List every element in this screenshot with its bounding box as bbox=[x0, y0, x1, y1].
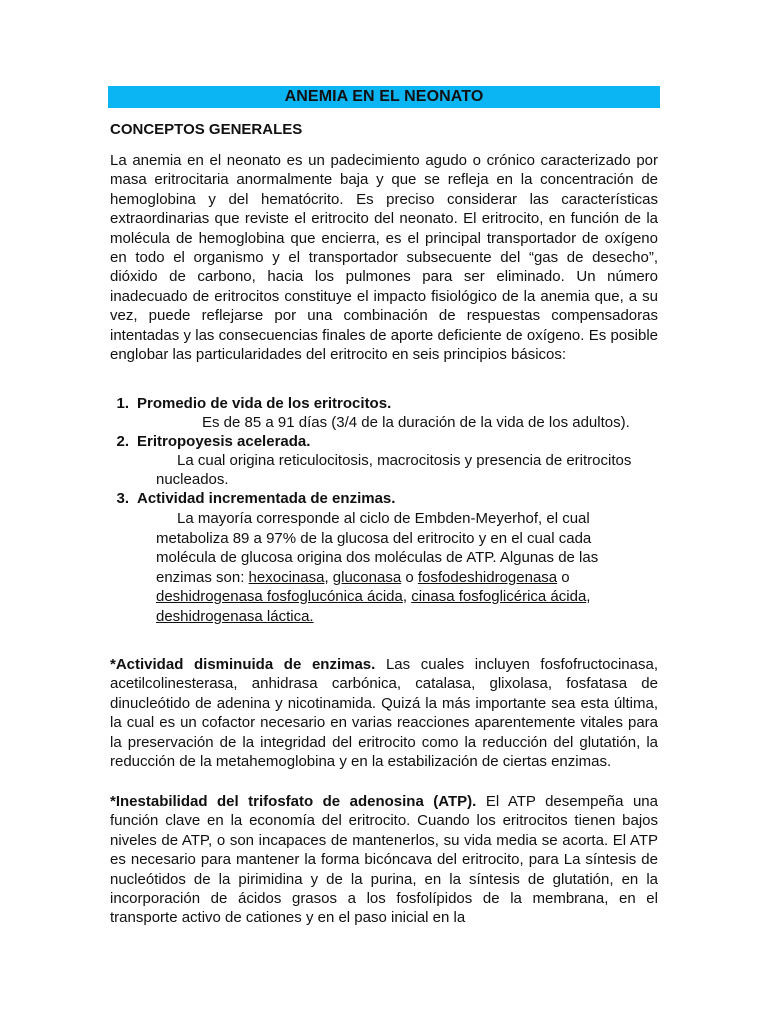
paragraph-enzyme-activity bbox=[110, 655, 658, 771]
separator: o bbox=[401, 568, 418, 586]
body-line: molécula de glucosa origina dos moléculas de ATP. Algunas de las bbox=[156, 549, 599, 566]
list-item-body: La cual origina reticulocitosis, macrocitosis y presencia de eritrocitos bbox=[177, 452, 632, 469]
list-item-body bbox=[110, 509, 636, 626]
list-item-title bbox=[110, 489, 658, 508]
paragraph-text: Las cuales incluyen fosfofructocinasa, acetilcolinesterasa, anhidrasa carbónica, catalasa, glixolasa, fosfatasa de dinucleótido de adenina y nicotinamida. Quizá la más importante sea esta última, la cual es un cofactor necesario en varias reacciones aparentemente vitales para la preservación de la integridad del eritrocito como la reducción del glutatión, la reducción de la metahemoglobina y en la estabilización de ciertas enzimas. bbox=[110, 656, 658, 771]
body-line: La mayoría corresponde al ciclo de Embden-Meyerhof, el cual bbox=[177, 510, 590, 527]
list-item-title bbox=[110, 432, 658, 451]
separator: , bbox=[586, 588, 591, 605]
list-number: 1. bbox=[116, 395, 129, 412]
list-item-body: nucleados. bbox=[156, 471, 229, 488]
enzyme-link: fosfodeshidrogenasa bbox=[417, 568, 558, 586]
enzyme-link: hexocinasa bbox=[248, 568, 325, 586]
body-line bbox=[156, 587, 636, 607]
list-item-body: Es de 85 a 91 días (3/4 de la duración de la vida de los adultos). bbox=[202, 414, 630, 431]
list-number: 3. bbox=[116, 490, 129, 507]
paragraph-lead: *Actividad disminuida de enzimas. bbox=[110, 656, 376, 673]
separator: , bbox=[324, 568, 333, 586]
body-line: metaboliza 89 a 97% de la glucosa del eritrocito y en el cual cada bbox=[156, 529, 592, 547]
intro-paragraph: La anemia en el neonato es un padecimiento agudo o crónico caracterizado por masa eritrocitaria anormalmente baja y que se refleja en la concentración de hemoglobina y del hematócrito. Es preciso considerar las características extraordinarias que reviste el eritrocito del neonato. El eritrocito, en función de la molécula de hemoglobina que encierra, es el principal transportador de oxígeno en todo el organismo y el transportador subsecuente del “gas de desecho”, dióxido de carbono, hacia los pulmones para ser eliminado. Un número inadecuado de eritrocitos constituye el impacto fisiológico de la anemia que, a su vez, puede reflejarse por una combinación de respuestas compensadoras intentadas y las consecuencias finales de aporte deficiente de oxígeno. Es posible englobar las particularidades del eritrocito en seis principios básicos: bbox=[110, 152, 658, 364]
title-bar bbox=[108, 86, 660, 108]
separator: , bbox=[402, 588, 412, 605]
numbered-list bbox=[110, 394, 658, 626]
paragraph-atp bbox=[110, 792, 658, 928]
enzyme-link: gluconasa bbox=[332, 568, 402, 586]
enzyme-link: cinasa fosfoglicérica ácida bbox=[411, 588, 587, 605]
section-heading: CONCEPTOS GENERALES bbox=[110, 121, 303, 138]
enzyme-link: deshidrogenasa fosfoglucónica ácida bbox=[156, 588, 403, 605]
body-line bbox=[156, 568, 636, 588]
list-item-heading: Eritropoyesis acelerada. bbox=[137, 433, 311, 450]
list-item-heading: Promedio de vida de los eritrocitos. bbox=[137, 395, 392, 412]
separator: o bbox=[557, 568, 570, 586]
enzyme-link: deshidrogenasa láctica. bbox=[156, 607, 314, 625]
page-title: ANEMIA EN EL NEONATO bbox=[284, 88, 484, 105]
enzymes-prefix: enzimas son: bbox=[156, 568, 249, 586]
paragraph-text: El ATP desempeña una función clave en la economía del eritrocito. Cuando los eritrocitos tienen bajos niveles de ATP, o son incapaces de mantenerlos, su vida media se acorta. El ATP es necesario para mantener la forma bicóncava del eritrocito, para La síntesis de nucleótidos de la pirimidina y de la purina, en la síntesis de glutatión, en la incorporación de ácidos grasos a los fosfolípidos de la membrana, en el transporte activo de cationes y en el paso inicial en la bbox=[110, 793, 658, 927]
body-line bbox=[156, 607, 636, 627]
paragraph-lead: *Inestabilidad del trifosfato de adenosina (ATP). bbox=[110, 793, 477, 810]
list-item-title bbox=[110, 394, 658, 413]
list-item-heading: Actividad incrementada de enzimas. bbox=[137, 490, 396, 507]
list-number: 2. bbox=[116, 433, 129, 450]
